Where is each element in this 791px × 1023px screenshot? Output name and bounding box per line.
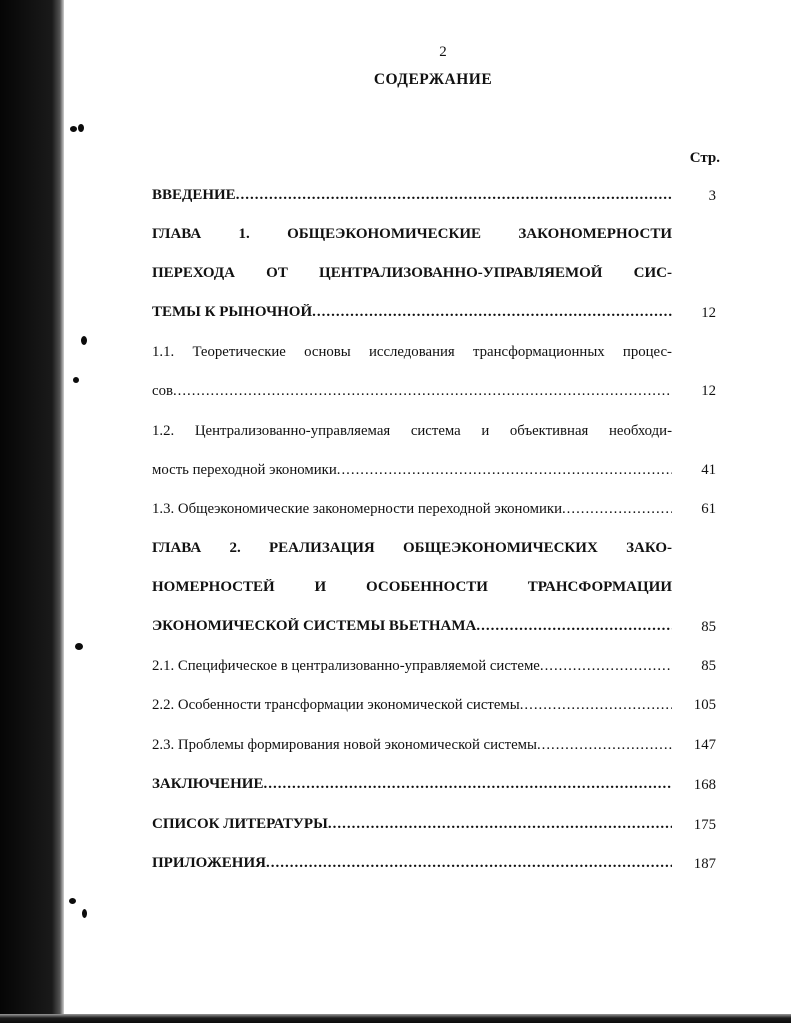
toc-entry-section-2-3 xyxy=(152,737,672,754)
toc-entry-section-1-2-line-1: 1.2. Централизованно-управляемая система и объективная необходи- xyxy=(152,423,672,439)
toc-page-number: 85 xyxy=(701,619,716,635)
toc-page-number: 147 xyxy=(693,737,716,753)
toc-entry-conclusion xyxy=(152,776,672,793)
toc-page-number: 3 xyxy=(708,188,716,204)
toc-entry-title: 2.1. Специфическое в централизованно-управляемой системе xyxy=(152,658,540,674)
toc-entry-section-2-2 xyxy=(152,697,672,714)
dot-leader xyxy=(476,618,672,635)
toc-entry-title: ЭКОНОМИЧЕСКОЙ СИСТЕМЫ ВЬЕТНАМА xyxy=(152,618,477,634)
toc-entry-appendices xyxy=(152,855,672,872)
toc-entry-section-1-3 xyxy=(152,501,672,518)
toc-entry-introduction xyxy=(152,187,672,204)
toc-entry-section-1-1-line-1: 1.1. Теоретические основы исследования трансформационных процес- xyxy=(152,344,672,360)
toc-entry-chapter-1-line-2: ПЕРЕХОДА ОТ ЦЕНТРАЛИЗОВАННО-УПРАВЛЯЕМОЙ СИС- xyxy=(152,265,672,281)
toc-entry-chapter-2-line-2: НОМЕРНОСТЕЙ И ОСОБЕННОСТИ ТРАНСФОРМАЦИИ xyxy=(152,579,672,595)
dot-leader xyxy=(173,383,672,400)
dot-leader xyxy=(312,304,672,321)
toc-entry-references xyxy=(152,816,672,833)
page-number: 2 xyxy=(439,44,447,60)
toc-entry-title: ТЕМЫ К РЫНОЧНОЙ xyxy=(152,304,313,320)
toc-entry-chapter-2-line-1: ГЛАВА 2. РЕАЛИЗАЦИЯ ОБЩЕЭКОНОМИЧЕСКИХ ЗАКО- xyxy=(152,540,672,556)
dot-leader xyxy=(337,462,672,479)
scan-speck xyxy=(75,643,83,650)
toc-page-number: 175 xyxy=(693,817,716,833)
toc-page-number: 85 xyxy=(701,658,716,674)
dot-leader xyxy=(328,816,672,833)
dot-leader xyxy=(540,658,672,675)
dot-leader xyxy=(236,187,672,204)
toc-entry-chapter-2-line-3 xyxy=(152,618,672,635)
toc-entry-title: мость переходной экономики xyxy=(152,462,337,478)
toc-entry-title: 2.2. Особенности трансформации экономической системы xyxy=(152,697,520,713)
toc-entry-title: 2.3. Проблемы формирования новой экономической системы xyxy=(152,737,537,753)
toc-page-number: 61 xyxy=(701,501,716,517)
toc-entry-section-1-1-line-2 xyxy=(152,383,672,400)
scan-left-border xyxy=(0,0,64,1023)
toc-page-number: 105 xyxy=(693,697,716,713)
dot-leader xyxy=(266,855,672,872)
scan-speck xyxy=(70,126,77,132)
toc-page-number: 187 xyxy=(693,856,716,872)
toc-entry-section-2-1 xyxy=(152,658,672,675)
dot-leader xyxy=(263,776,672,793)
dot-leader xyxy=(537,737,672,754)
page-column-header: Стр. xyxy=(689,150,720,166)
toc-page-number: 12 xyxy=(701,383,716,399)
toc-entry-title: сов xyxy=(152,383,173,399)
toc-page-number: 12 xyxy=(701,305,716,321)
toc-entry-title: ВВЕДЕНИЕ xyxy=(152,187,236,203)
scan-bottom-border xyxy=(0,1014,791,1023)
scan-speck xyxy=(78,124,84,132)
toc-page-number: 168 xyxy=(693,777,716,793)
toc-entry-section-1-2-line-2 xyxy=(152,462,672,479)
toc-entry-title: ПРИЛОЖЕНИЯ xyxy=(152,855,266,871)
document-title: СОДЕРЖАНИЕ xyxy=(373,71,493,88)
toc-entry-title: СПИСОК ЛИТЕРАТУРЫ xyxy=(152,816,328,832)
toc-entry-chapter-1-line-3 xyxy=(152,304,672,321)
dot-leader xyxy=(520,697,672,714)
toc-entry-title: ЗАКЛЮЧЕНИЕ xyxy=(152,776,264,792)
dot-leader xyxy=(562,501,672,518)
scan-speck xyxy=(82,909,87,918)
scan-speck xyxy=(73,377,79,383)
scan-speck xyxy=(69,898,76,904)
toc-entry-chapter-1-line-1: ГЛАВА 1. ОБЩЕЭКОНОМИЧЕСКИЕ ЗАКОНОМЕРНОСТИ xyxy=(152,226,672,242)
toc-page-number: 41 xyxy=(701,462,716,478)
toc-entry-title: 1.3. Общеэкономические закономерности переходной экономики xyxy=(152,501,562,517)
scan-speck xyxy=(81,336,87,345)
